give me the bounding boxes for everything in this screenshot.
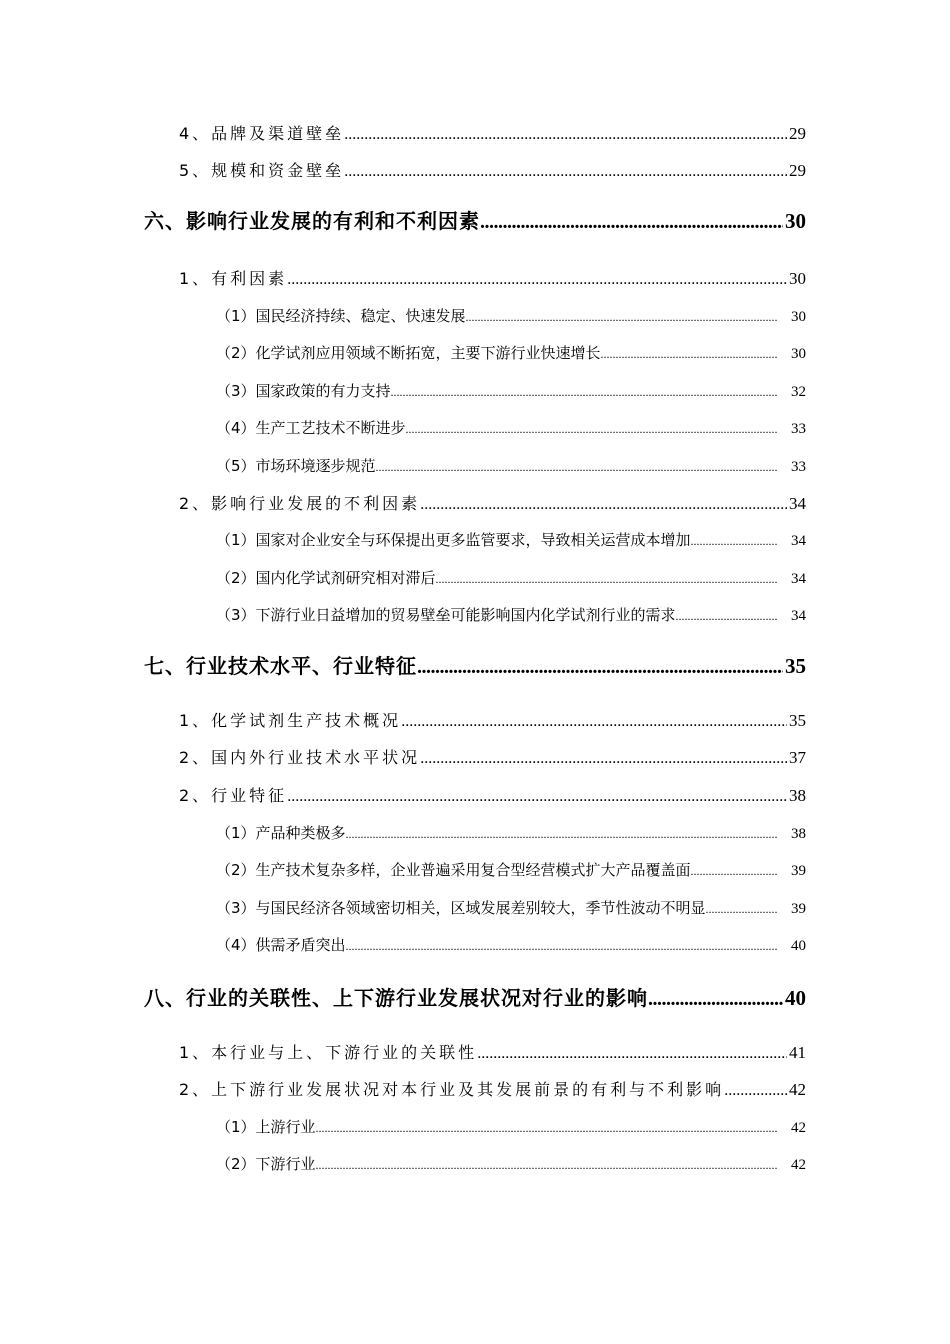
toc-subentry-label: （3）下游行业日益增加的贸易壁垒可能影响国内化学试剂行业的需求 [216,606,676,624]
toc-subentry-label: （3）与国民经济各领域密切相关，区域发展差别较大，季节性波动不明显 [216,899,706,917]
toc-entry[interactable] [179,1077,806,1100]
dot-leader [648,988,783,1011]
toc-subentry[interactable] [216,342,806,363]
toc-entry-label: 1、有利因素 [179,269,288,288]
toc-subentry[interactable] [216,934,806,955]
toc-subentry-label: （2）下游行业 [216,1155,316,1173]
toc-subentry[interactable] [216,822,806,843]
toc-entry-label: 1、化学试剂生产技术概况 [179,711,402,730]
toc-subentry-page: 34 [791,533,806,549]
toc-entry-page: 30 [789,269,806,288]
toc-subentry-label: （2）化学试剂应用领域不断拓宽，主要下游行业快速增长 [216,344,601,362]
dot-leader [417,656,783,679]
dot-leader [480,211,783,234]
dot-leader [344,126,787,144]
toc-subentry[interactable] [216,1153,806,1174]
dot-leader [401,713,787,731]
toc-subentry-label: （5）市场环境逐步规范 [216,457,376,475]
dot-leader [316,1121,778,1136]
toc-subentry-page: 39 [791,863,806,879]
toc-subentry-page: 34 [791,608,806,624]
dot-leader [477,1045,787,1063]
toc-subentry-page: 42 [791,1120,806,1136]
toc-entry-page: 29 [789,124,806,143]
toc-subentry-page: 42 [791,1157,806,1173]
toc-entry-page: 42 [789,1080,806,1099]
dot-leader [420,750,787,768]
toc-entry-page: 34 [789,494,806,513]
toc-subentry-label: （1）国家对企业安全与环保提出更多监管要求，导致相关运营成本增加 [216,531,691,549]
toc-entry-label: 4、品牌及渠道壁垒 [179,124,345,143]
dot-leader [346,939,778,954]
toc-entry[interactable] [179,491,806,514]
dot-leader [344,163,787,181]
toc-entry-label: 2、上下游行业发展状况对本行业及其发展前景的有利与不利影响 [179,1080,725,1099]
toc-entry-label: 1、本行业与上、下游行业的关联性 [179,1043,478,1062]
toc-entry[interactable] [179,708,806,731]
toc-subentry[interactable] [216,305,806,326]
dot-leader [391,385,778,400]
toc-entry-page: 37 [789,748,806,767]
toc-section-heading[interactable] [144,205,806,234]
toc-subentry-page: 34 [791,571,806,587]
toc-subentry-page: 30 [791,309,806,325]
toc-section-heading[interactable] [144,982,806,1011]
toc-section-label: 六、影响行业发展的有利和不利因素 [144,209,480,233]
dot-leader [436,572,778,587]
dot-leader [316,1158,778,1173]
toc-subentry-label: （1）国民经济持续、稳定、快速发展 [216,307,466,325]
dot-leader [676,609,778,624]
toc-subentry-label: （3）国家政策的有力支持 [216,382,391,400]
toc-subentry-label: （4）生产工艺技术不断进步 [216,419,406,437]
toc-section-heading[interactable] [144,650,806,679]
toc-entry-label: 2、国内外行业技术水平状况 [179,748,421,767]
toc-entry-label: 5、规模和资金壁垒 [179,161,345,180]
toc-section-label: 八、行业的关联性、上下游行业发展状况对行业的影响 [144,986,648,1010]
toc-subentry-label: （2）国内化学试剂研究相对滞后 [216,569,436,587]
dot-leader [601,347,778,362]
toc-subentry-label: （1）上游行业 [216,1118,316,1136]
toc-subentry-page: 38 [791,826,806,842]
dot-leader [346,827,778,842]
toc-entry[interactable] [179,158,806,181]
toc-subentry-page: 33 [791,459,806,475]
toc-subentry-label: （1）产品种类极多 [216,824,346,842]
dot-leader [287,271,787,289]
toc-entry[interactable] [179,121,806,144]
toc-subentry[interactable] [216,380,806,401]
dot-leader [466,310,778,325]
dot-leader [420,496,787,514]
dot-leader [287,788,787,806]
toc-subentry[interactable] [216,1116,806,1137]
toc-entry[interactable] [179,1040,806,1063]
dot-leader [406,422,778,437]
toc-subentry[interactable] [216,897,806,918]
toc-subentry-page: 39 [791,901,806,917]
toc-entry[interactable] [179,745,806,768]
toc-subentry[interactable] [216,567,806,588]
dot-leader [691,534,778,549]
toc-entry-page: 29 [789,161,806,180]
toc-entry-page: 38 [789,786,806,805]
dot-leader [691,864,778,879]
toc-section-page: 40 [785,986,806,1010]
toc-entry[interactable] [179,783,806,806]
toc-section-label: 七、行业技术水平、行业特征 [144,654,417,678]
toc-entry-page: 35 [789,711,806,730]
toc-subentry[interactable] [216,529,806,550]
toc-section-page: 35 [785,654,806,678]
toc-section-page: 30 [785,209,806,233]
toc-subentry-page: 30 [791,346,806,362]
toc-subentry-page: 33 [791,421,806,437]
dot-leader [376,460,778,475]
toc-subentry[interactable] [216,417,806,438]
toc-subentry-page: 32 [791,384,806,400]
toc-subentry-label: （4）供需矛盾突出 [216,936,346,954]
toc-subentry-page: 40 [791,938,806,954]
toc-entry-label: 2、影响行业发展的不利因素 [179,494,421,513]
toc-subentry[interactable] [216,455,806,476]
dot-leader [724,1082,787,1100]
toc-entry-page: 41 [789,1043,806,1062]
toc-entry-label: 2、行业特征 [179,786,288,805]
toc-entry[interactable] [179,266,806,289]
toc-subentry-label: （2）生产技术复杂多样，企业普遍采用复合型经营模式扩大产品覆盖面 [216,861,691,879]
dot-leader [706,902,778,917]
toc-subentry[interactable] [216,859,806,880]
toc-subentry[interactable] [216,604,806,625]
